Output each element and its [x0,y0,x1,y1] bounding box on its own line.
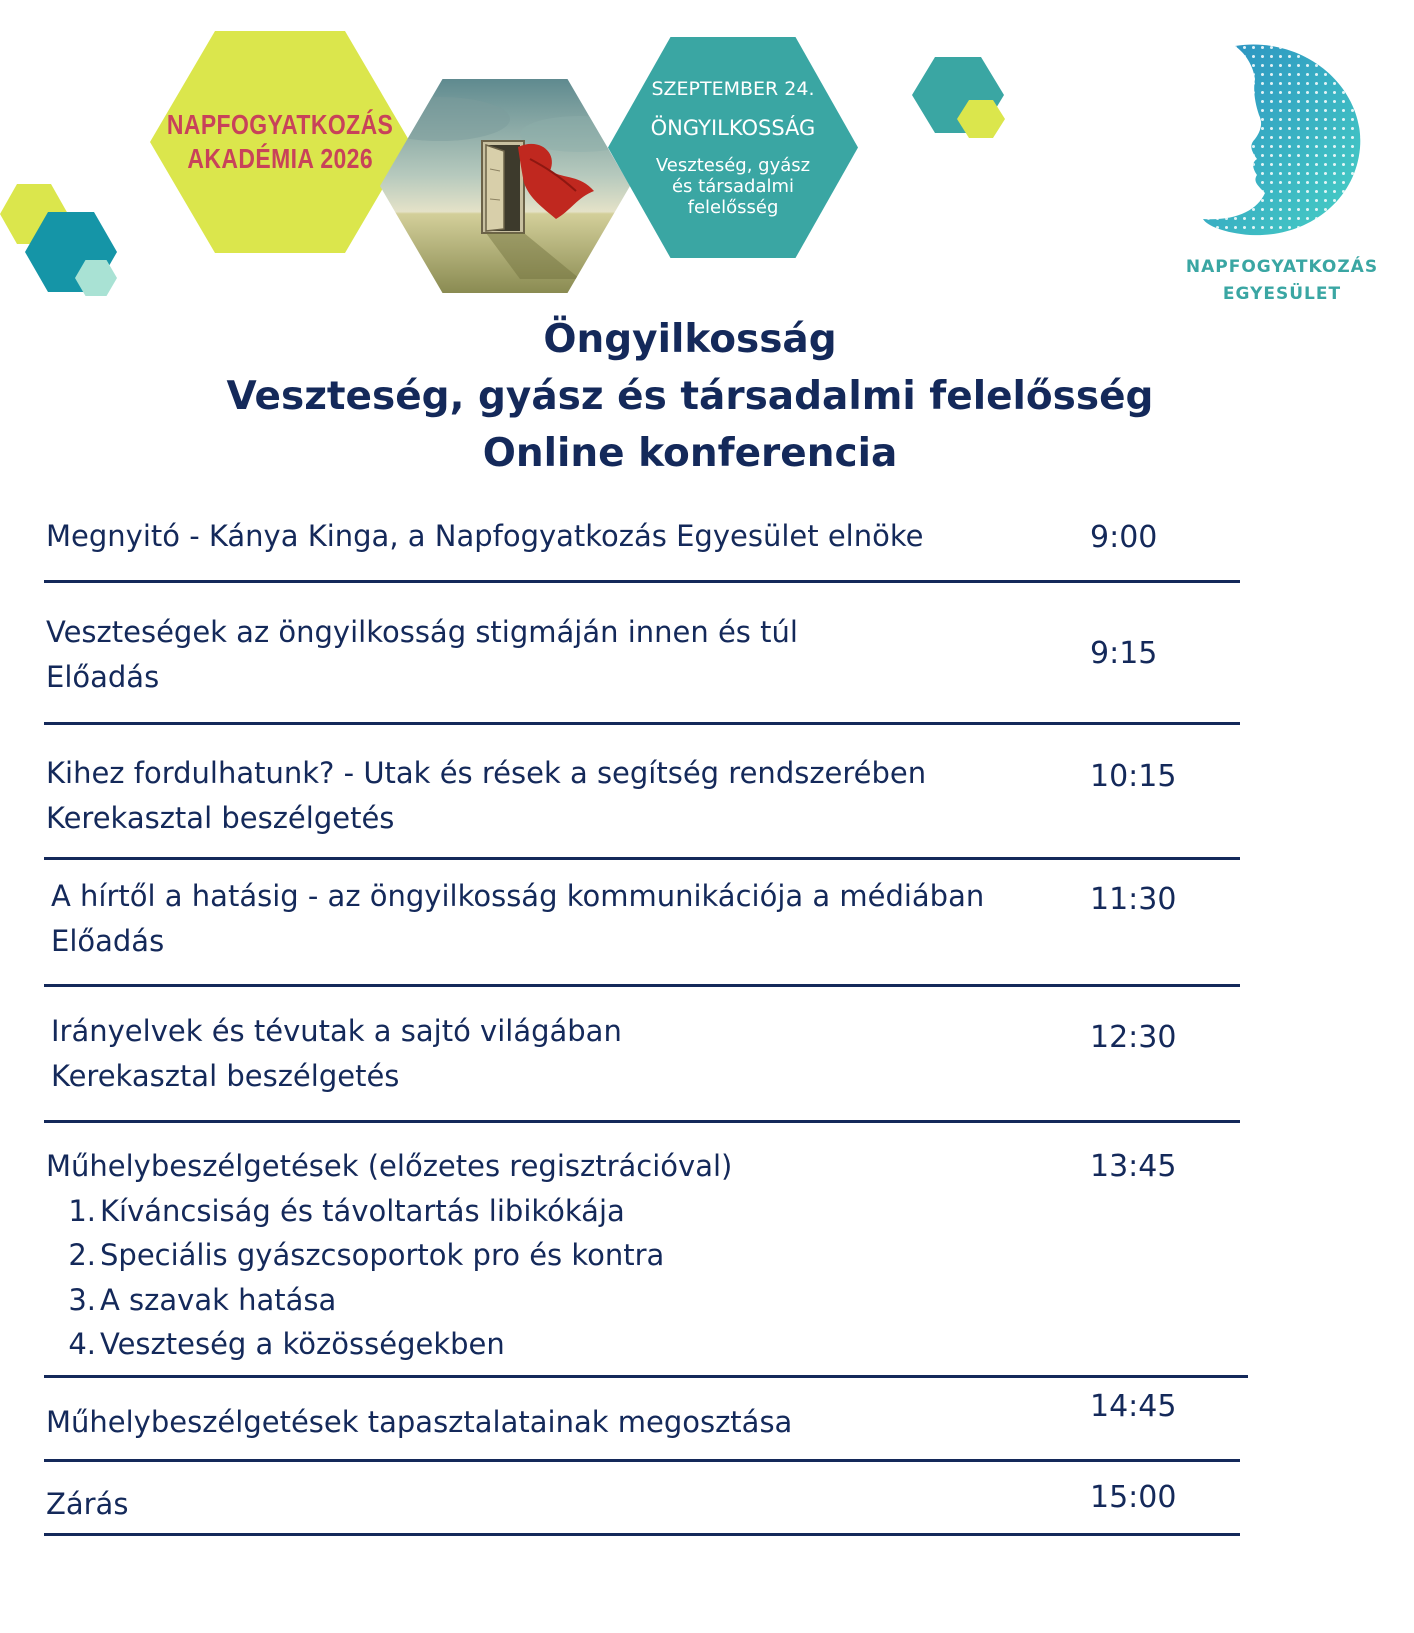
session-title: Veszteségek az öngyilkosság stigmáján innen és túl [46,615,798,649]
session-title: Irányelvek és tévutak a sajtó világában [51,1014,622,1048]
session-time: 15:00 [1090,1480,1177,1515]
academy-title-line1: NAPFOGYATKOZÁS [166,109,394,140]
workshop-item-number: 4. [68,1327,96,1361]
row-divider [44,984,1240,987]
event-topic: ÖNGYILKOSSÁG [650,116,816,140]
workshop-item [64,1278,336,1323]
workshop-item-number: 1. [68,1194,96,1228]
row-divider [44,857,1240,860]
session-time: 9:15 [1090,636,1158,671]
session-type: Előadás [46,660,160,694]
session-type: Kerekasztal beszélgetés [46,801,395,835]
workshop-item-text: Speciális gyászcsoportok pro és kontra [100,1238,665,1272]
door-illustration-image [380,79,630,293]
title-line1: Öngyilkosság [543,317,837,362]
academy-label [150,31,410,253]
session-time: 14:45 [1090,1389,1177,1424]
row-divider [44,580,1240,583]
title-line2: Veszteség, gyász és társadalmi felelősség [226,374,1154,419]
logo-text [1150,254,1414,308]
event-subtitle-line2: és társadalmi [671,176,795,197]
logo-text-line2: EGYESÜLET [1222,284,1342,304]
session-time: 11:30 [1090,882,1177,917]
event-subtitle-line1: Veszteség, gyász [655,155,811,176]
session-title: Műhelybeszélgetések (előzetes regisztrációval) [46,1149,733,1183]
logo-text-line1: NAPFOGYATKOZÁS [1185,257,1379,277]
row-divider [44,1120,1240,1123]
workshop-item-number: 3. [68,1283,96,1317]
session-title: Kihez fordulhatunk? - Utak és rések a segítség rendszerében [46,756,927,790]
session-title: Zárás [46,1487,129,1521]
event-date: SZEPTEMBER 24. [651,78,815,100]
event-subtitle [656,155,810,218]
session-title: A hírtől a hatásig - az öngyilkosság kommunikációja a médiában [51,879,985,913]
row-divider [44,1459,1240,1462]
event-subtitle-line3: felelősség [687,197,779,218]
workshop-item-text: Kíváncsiság és távoltartás libikókája [100,1194,625,1228]
workshop-item-text: Veszteség a közösségekben [100,1327,505,1361]
session-type: Kerekasztal beszélgetés [51,1059,400,1093]
row-divider [44,1375,1248,1378]
row-divider [44,1533,1240,1536]
session-time: 10:15 [1090,759,1177,794]
title-line3: Online konferencia [482,431,898,476]
academy-title-line2: AKADÉMIA 2026 [187,143,373,174]
session-time: 12:30 [1090,1020,1177,1055]
session-title: Megnyitó - Kánya Kinga, a Napfogyatkozás Egyesület elnöke [46,519,924,553]
session-type: Előadás [51,924,165,958]
session-time: 13:45 [1090,1149,1177,1184]
workshop-item-text: A szavak hatása [100,1283,337,1317]
door-illustration [380,79,630,293]
row-divider [44,722,1240,725]
workshop-item-number: 2. [68,1238,96,1272]
event-badge [608,37,858,258]
session-title: Műhelybeszélgetések tapasztalatainak megosztása [46,1405,793,1439]
face-moon-logo-icon [1195,43,1365,238]
workshop-item [64,1322,505,1367]
workshop-item [64,1189,625,1234]
session-time: 9:00 [1090,520,1158,555]
workshop-item [64,1233,664,1278]
